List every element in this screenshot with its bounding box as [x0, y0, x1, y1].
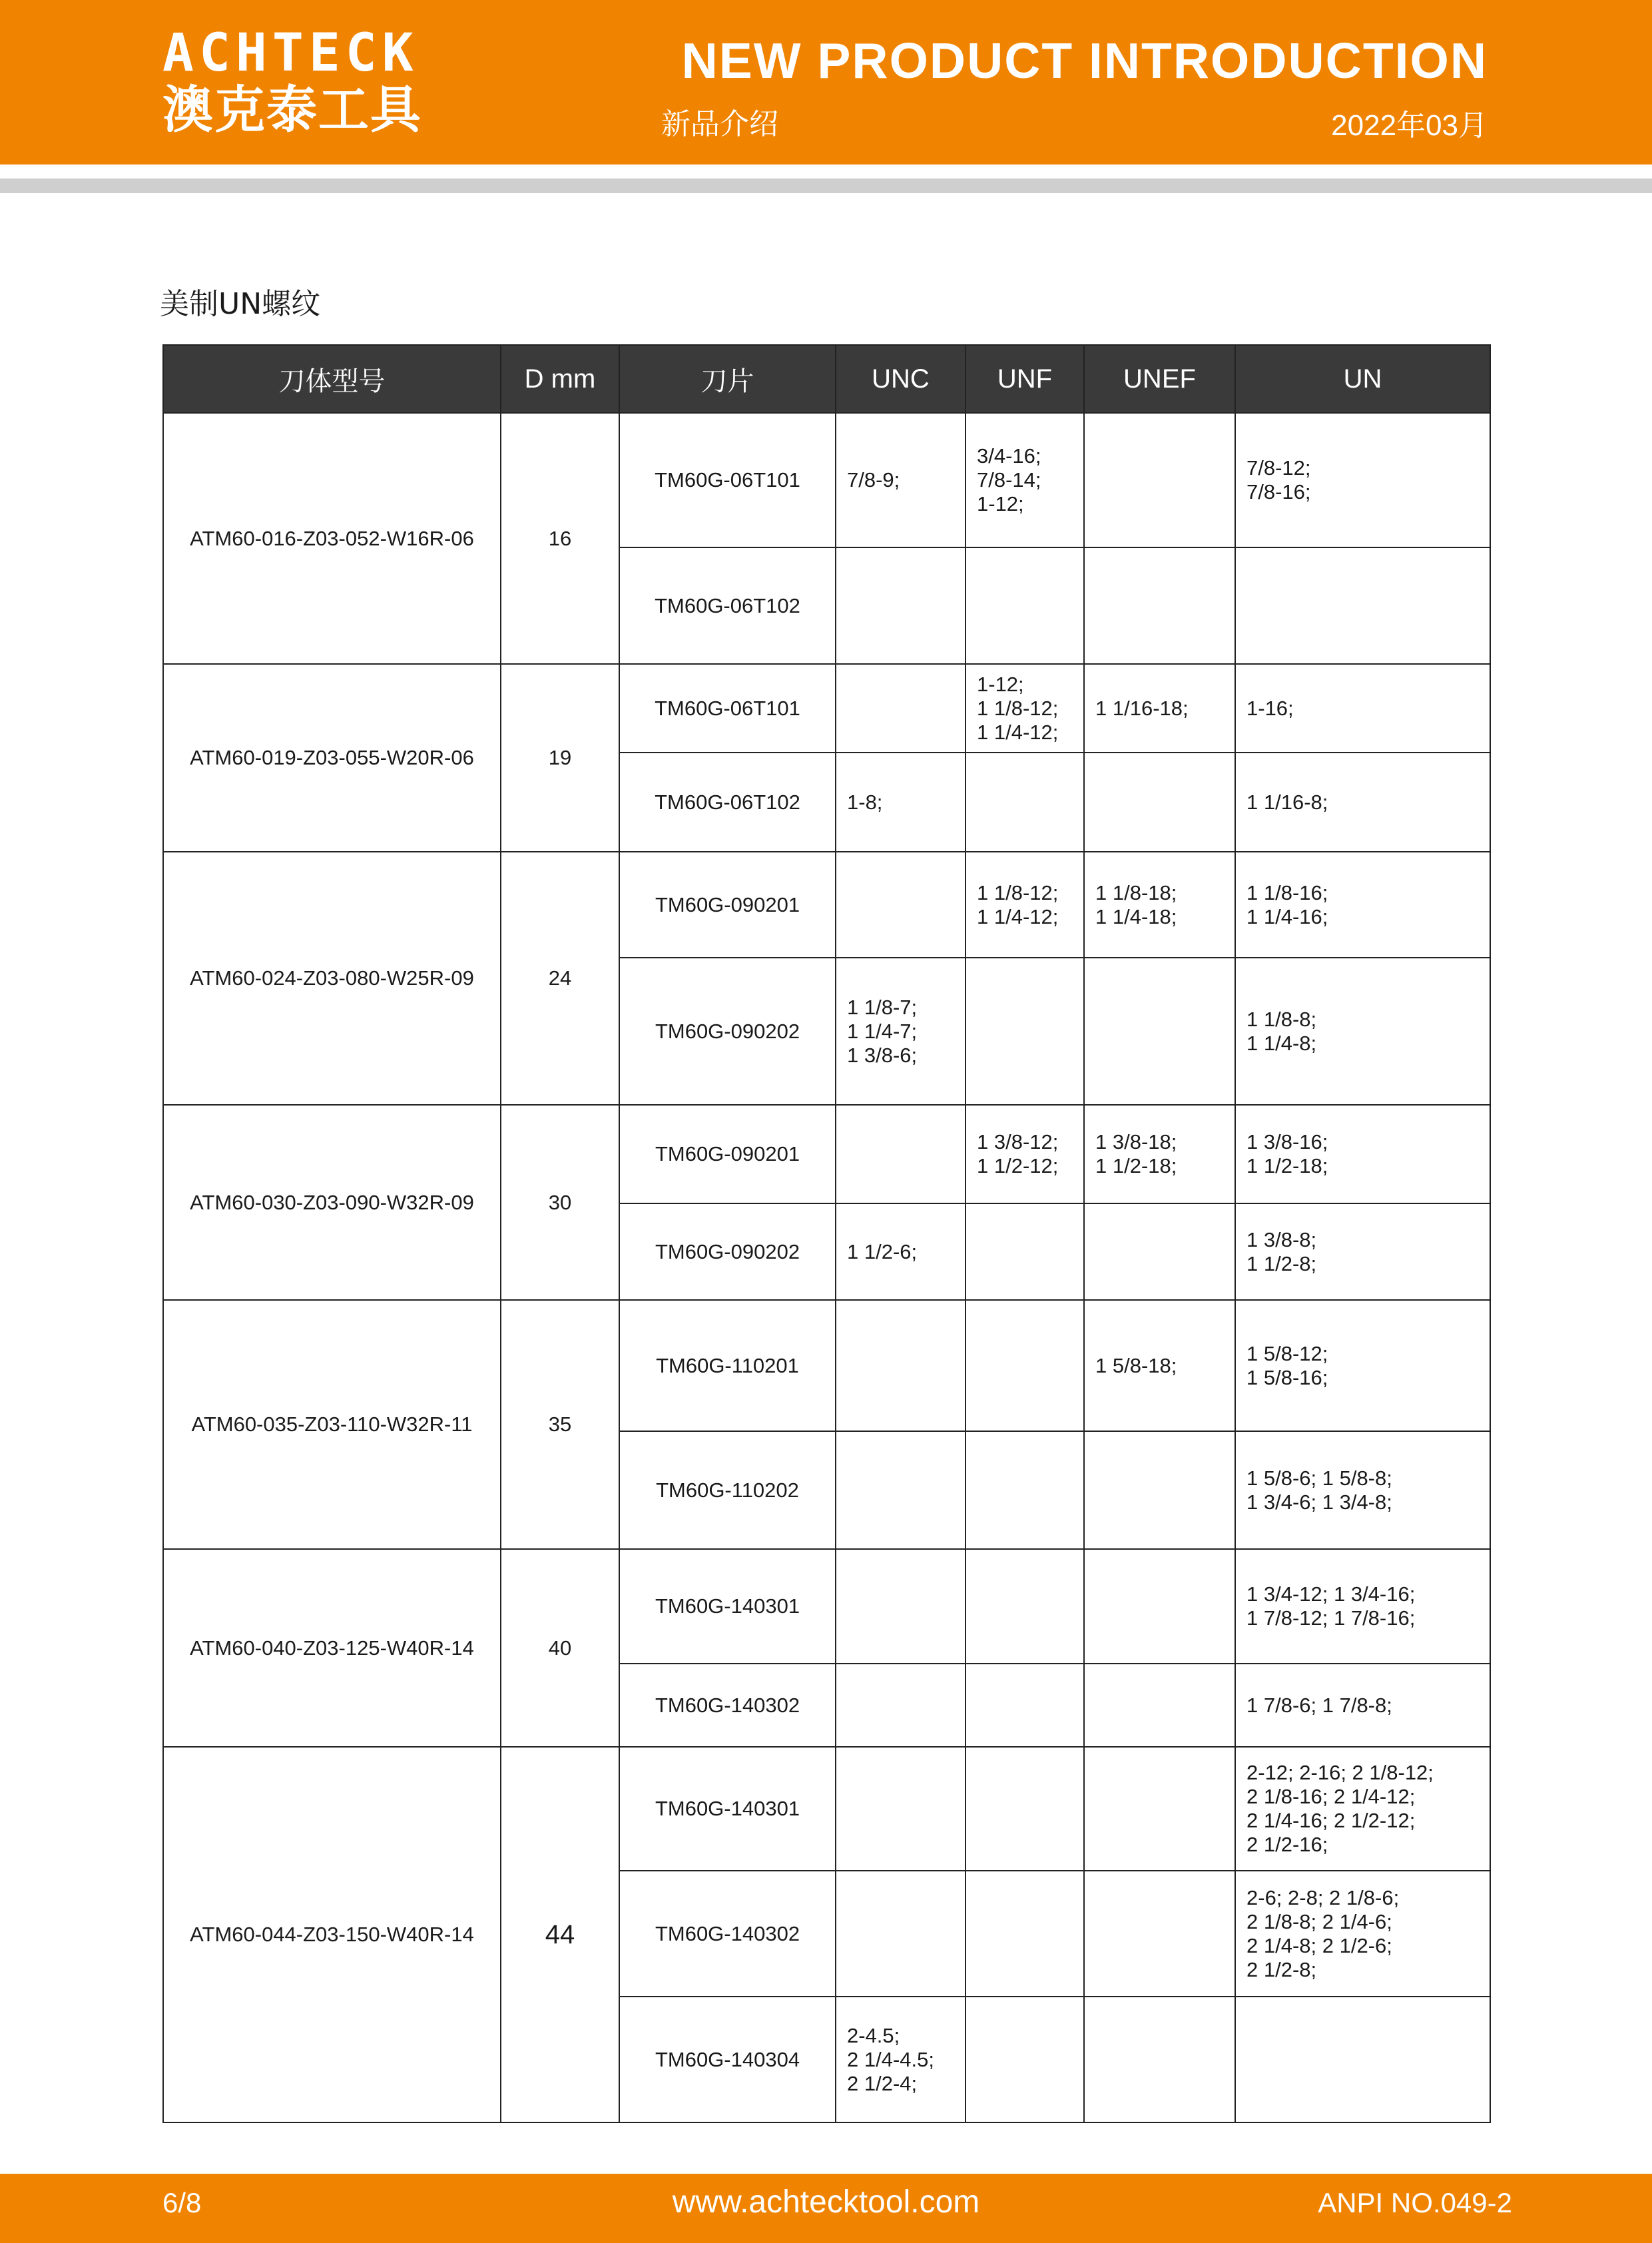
diameter-cell: 44: [501, 1747, 619, 2122]
unef-cell: 1 5/8-18;: [1084, 1300, 1235, 1431]
un-cell: 1-16;: [1235, 664, 1490, 753]
insert-cell: TM60G-140301: [619, 1549, 836, 1664]
unc-cell: 7/8-9;: [836, 413, 965, 547]
unc-cell: [836, 1664, 965, 1747]
insert-cell: TM60G-090201: [619, 1105, 836, 1203]
un-cell: 1 5/8-6; 1 5/8-8; 1 3/4-6; 1 3/4-8;: [1235, 1431, 1490, 1549]
brand-logo: [162, 23, 422, 140]
header-divider: [0, 178, 1652, 193]
insert-cell: TM60G-06T101: [619, 664, 836, 753]
page-number: 6/8: [162, 2187, 202, 2218]
unf-cell: [965, 1431, 1084, 1549]
body-model-cell: ATM60-024-Z03-080-W25R-09: [163, 852, 501, 1105]
insert-cell: TM60G-06T102: [619, 547, 836, 664]
table-body: [163, 413, 1490, 2122]
insert-cell: TM60G-140301: [619, 1747, 836, 1871]
table-row: [163, 413, 1490, 547]
unf-cell: 1 1/8-12; 1 1/4-12;: [965, 852, 1084, 958]
unc-cell: [836, 1300, 965, 1431]
un-cell: 1 7/8-6; 1 7/8-8;: [1235, 1664, 1490, 1747]
insert-cell: TM60G-090201: [619, 852, 836, 958]
document-number: ANPI NO.049-2: [1318, 2187, 1512, 2218]
website-link[interactable]: www.achtecktool.com: [672, 2184, 980, 2220]
header-body-model: 刀体型号: [163, 345, 501, 413]
body-model-cell: ATM60-044-Z03-150-W40R-14: [163, 1747, 501, 2122]
un-cell: 1 3/8-8; 1 1/2-8;: [1235, 1203, 1490, 1300]
unf-cell: 1-12; 1 1/8-12; 1 1/4-12;: [965, 664, 1084, 753]
unc-cell: [836, 1549, 965, 1664]
table-row: [163, 1747, 1490, 1871]
un-cell: [1235, 547, 1490, 664]
unf-cell: [965, 1203, 1084, 1300]
body-model-cell: ATM60-016-Z03-052-W16R-06: [163, 413, 501, 664]
unc-cell: 1-8;: [836, 753, 965, 852]
header-title: NEW PRODUCT INTRODUCTION: [681, 33, 1488, 89]
diameter-cell: 30: [501, 1105, 619, 1300]
unef-cell: [1084, 547, 1235, 664]
page-footer: [0, 2174, 1652, 2243]
unf-cell: [965, 1549, 1084, 1664]
unf-cell: [965, 753, 1084, 852]
unef-cell: [1084, 753, 1235, 852]
unef-cell: [1084, 413, 1235, 547]
un-cell: [1235, 1997, 1490, 2122]
unf-cell: 1 3/8-12; 1 1/2-12;: [965, 1105, 1084, 1203]
unf-cell: [965, 1300, 1084, 1431]
page-header: [0, 0, 1652, 164]
diameter-cell: 24: [501, 852, 619, 1105]
unef-cell: 1 1/8-18; 1 1/4-18;: [1084, 852, 1235, 958]
un-cell: 7/8-12; 7/8-16;: [1235, 413, 1490, 547]
body-model-cell: ATM60-030-Z03-090-W32R-09: [163, 1105, 501, 1300]
diameter-cell: 35: [501, 1300, 619, 1549]
unef-cell: [1084, 1549, 1235, 1664]
unc-cell: [836, 1871, 965, 1997]
section-title: 美制UN螺纹: [160, 287, 321, 321]
insert-cell: TM60G-140302: [619, 1871, 836, 1997]
unef-cell: 1 3/8-18; 1 1/2-18;: [1084, 1105, 1235, 1203]
unc-cell: 1 1/8-7; 1 1/4-7; 1 3/8-6;: [836, 958, 965, 1105]
header-insert: 刀片: [619, 345, 836, 413]
insert-cell: TM60G-06T101: [619, 413, 836, 547]
diameter-cell: 16: [501, 413, 619, 664]
un-cell: 1 1/8-16; 1 1/4-16;: [1235, 852, 1490, 958]
un-cell: 1 1/8-8; 1 1/4-8;: [1235, 958, 1490, 1105]
insert-cell: TM60G-110202: [619, 1431, 836, 1549]
insert-cell: TM60G-140302: [619, 1664, 836, 1747]
unf-cell: [965, 1747, 1084, 1871]
header-unf: UNF: [965, 345, 1084, 413]
unc-cell: [836, 1105, 965, 1203]
table-row: [163, 664, 1490, 753]
table-header-row: [163, 345, 1490, 413]
table-row: [163, 1549, 1490, 1664]
diameter-cell: 19: [501, 664, 619, 852]
header-subtitle: 新品介绍: [661, 107, 778, 141]
header-unc: UNC: [836, 345, 965, 413]
insert-cell: TM60G-06T102: [619, 753, 836, 852]
unf-cell: [965, 1664, 1084, 1747]
unc-cell: 2-4.5; 2 1/4-4.5; 2 1/2-4;: [836, 1997, 965, 2122]
logo-text-en: ACHTECK: [162, 23, 419, 83]
insert-cell: TM60G-110201: [619, 1300, 836, 1431]
header-un: UN: [1235, 345, 1490, 413]
table-row: [163, 852, 1490, 958]
unf-cell: 3/4-16; 7/8-14; 1-12;: [965, 413, 1084, 547]
logo-text-cn: 澳克泰工具: [162, 80, 422, 139]
unc-cell: [836, 1431, 965, 1549]
header-date: 2022年03月: [1331, 109, 1488, 142]
unef-cell: [1084, 1431, 1235, 1549]
unf-cell: [965, 958, 1084, 1105]
un-cell: 2-6; 2-8; 2 1/8-6; 2 1/8-8; 2 1/4-6; 2 1/4-8; 2 1/2-6; 2 1/2-8;: [1235, 1871, 1490, 1997]
unc-cell: [836, 852, 965, 958]
unef-cell: [1084, 1747, 1235, 1871]
unef-cell: 1 1/16-18;: [1084, 664, 1235, 753]
table-row: [163, 1300, 1490, 1431]
body-model-cell: ATM60-035-Z03-110-W32R-11: [163, 1300, 501, 1549]
unf-cell: [965, 547, 1084, 664]
un-cell: 2-12; 2-16; 2 1/8-12; 2 1/8-16; 2 1/4-12; 2 1/4-16; 2 1/2-12; 2 1/2-16;: [1235, 1747, 1490, 1871]
table-row: [163, 1105, 1490, 1203]
unc-cell: [836, 664, 965, 753]
un-cell: 1 3/4-12; 1 3/4-16; 1 7/8-12; 1 7/8-16;: [1235, 1549, 1490, 1664]
thread-spec-table: [162, 344, 1491, 2123]
insert-cell: TM60G-140304: [619, 1997, 836, 2122]
unc-cell: [836, 547, 965, 664]
unc-cell: 1 1/2-6;: [836, 1203, 965, 1300]
un-cell: 1 1/16-8;: [1235, 753, 1490, 852]
unef-cell: [1084, 1871, 1235, 1997]
un-cell: 1 3/8-16; 1 1/2-18;: [1235, 1105, 1490, 1203]
insert-cell: TM60G-090202: [619, 958, 836, 1105]
body-model-cell: ATM60-019-Z03-055-W20R-06: [163, 664, 501, 852]
insert-cell: TM60G-090202: [619, 1203, 836, 1300]
header-unef: UNEF: [1084, 345, 1235, 413]
header-dmm: D mm: [501, 345, 619, 413]
unef-cell: [1084, 1203, 1235, 1300]
body-model-cell: ATM60-040-Z03-125-W40R-14: [163, 1549, 501, 1747]
unf-cell: [965, 1997, 1084, 2122]
unf-cell: [965, 1871, 1084, 1997]
un-cell: 1 5/8-12; 1 5/8-16;: [1235, 1300, 1490, 1431]
diameter-cell: 40: [501, 1549, 619, 1747]
unc-cell: [836, 1747, 965, 1871]
unef-cell: [1084, 1664, 1235, 1747]
unef-cell: [1084, 1997, 1235, 2122]
unef-cell: [1084, 958, 1235, 1105]
